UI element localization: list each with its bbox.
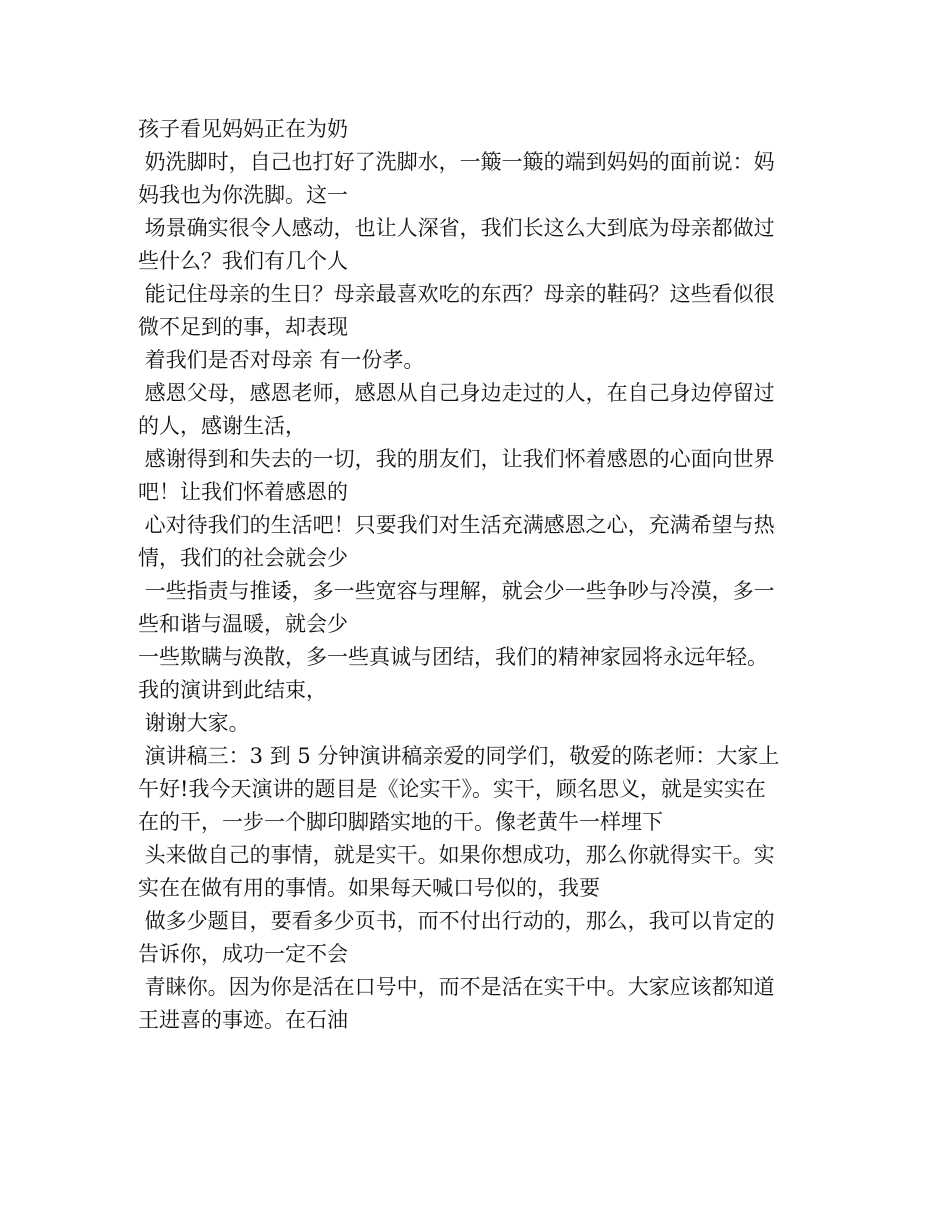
text-line: 王进喜的事迹。在石油 xyxy=(138,1008,348,1032)
text-line: 午好!我今天演讲的题目是《论实干》。实干，顾名思义，就是实实在 xyxy=(138,777,766,801)
text-line: 谢谢大家。 xyxy=(138,711,250,735)
text-line: 心对待我们的生活吧！只要我们对生活充满感恩之心，充满希望与热 xyxy=(138,513,775,537)
text-line: 场景确实很令人感动，也让人深省，我们长这么大到底为母亲都做过 xyxy=(138,216,775,240)
text-line: 着我们是否对母亲 有一份孝。 xyxy=(138,348,425,372)
text-line: 做多少题目，要看多少页书，而不付出行动的，那么，我可以肯定的 xyxy=(138,909,775,933)
text-line: 在的干，一步一个脚印脚踏实地的干。像老黄牛一样埋下 xyxy=(138,810,663,834)
text-line: 演讲稿三：3 到 5 分钟演讲稿亲爱的同学们，敬爱的陈老师：大家上 xyxy=(138,744,780,768)
text-line: 奶洗脚时，自己也打好了洗脚水，一簸一簸的端到妈妈的面前说：妈 xyxy=(138,150,775,174)
text-line: 实在在做有用的事情。如果每天喊口号似的，我要 xyxy=(138,876,600,900)
text-line: 一些欺瞒与涣散，多一些真诚与团结，我们的精神家园将永远年轻。 xyxy=(138,645,768,669)
text-line: 感恩父母，感恩老师，感恩从自己身边走过的人，在自己身边停留过 xyxy=(138,381,775,405)
text-line: 一些指责与推诿，多一些宽容与理解，就会少一些争吵与冷漠，多一 xyxy=(138,579,775,603)
text-line: 告诉你，成功一定不会 xyxy=(138,942,348,966)
text-line: 头来做自己的事情，就是实干。如果你想成功，那么你就得实干。实 xyxy=(138,843,775,867)
text-line: 青睐你。因为你是活在口号中，而不是活在实干中。大家应该都知道 xyxy=(138,975,775,999)
text-line: 吧！让我们怀着感恩的 xyxy=(138,480,348,504)
text-line: 情，我们的社会就会少 xyxy=(138,546,348,570)
text-line: 孩子看见妈妈正在为奶 xyxy=(138,117,348,141)
text-line: 感谢得到和失去的一切，我的朋友们，让我们怀着感恩的心面向世界 xyxy=(138,447,775,471)
text-line: 妈我也为你洗脚。这一 xyxy=(138,183,348,207)
text-line: 些什么？我们有几个人 xyxy=(138,249,348,273)
text-line: 的人，感谢生活， xyxy=(138,414,306,438)
text-line: 微不足到的事，却表现 xyxy=(138,315,348,339)
text-line: 我的演讲到此结束， xyxy=(138,678,327,702)
text-line: 能记住母亲的生日？母亲最喜欢吃的东西？母亲的鞋码？这些看似很 xyxy=(138,282,775,306)
body-text xyxy=(138,113,818,1037)
text-line: 些和谐与温暖，就会少 xyxy=(138,612,348,636)
